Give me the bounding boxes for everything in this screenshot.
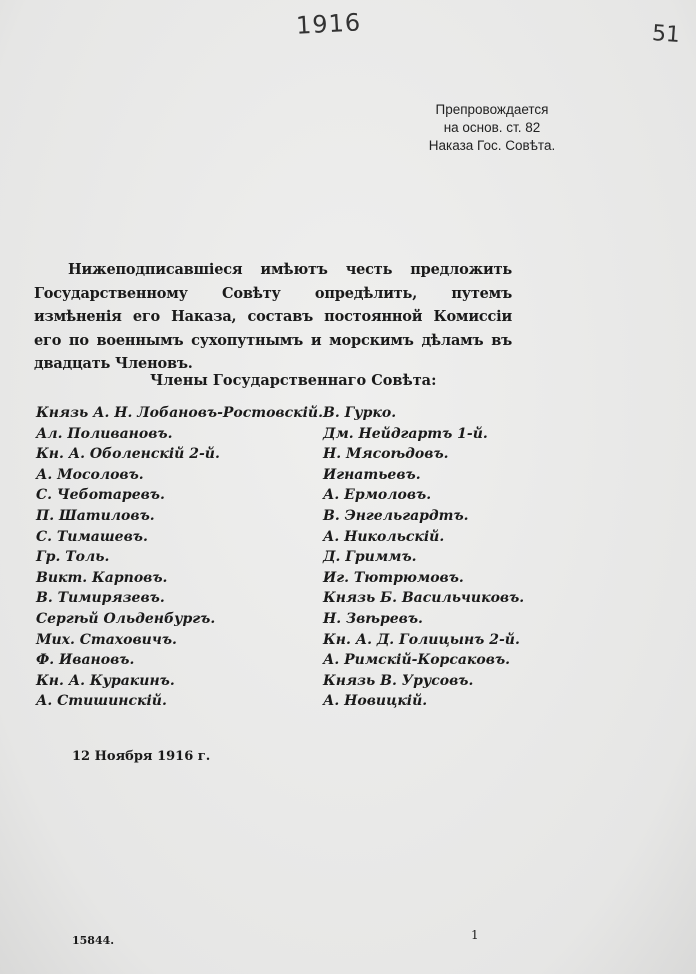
signatory-name: С. Тимашевъ. bbox=[36, 528, 148, 545]
signatories-left-column bbox=[36, 403, 323, 712]
handwritten-year: 1916 bbox=[295, 8, 362, 40]
signatory-name: В. Гурко. bbox=[323, 405, 397, 421]
signatory-name: В. Энгельгардтъ. bbox=[323, 507, 469, 524]
signatory-name: Мих. Стаховичъ. bbox=[36, 631, 177, 648]
signatory-name: П. Шатиловъ. bbox=[36, 507, 155, 524]
signatory-name: В. Тимирязевъ. bbox=[36, 590, 165, 607]
signatory-name: А. Новицкій. bbox=[323, 693, 428, 710]
signatory-name: А. Ермоловъ. bbox=[323, 487, 432, 504]
signatory-name: А. Никольскій. bbox=[323, 528, 445, 545]
signatory-name: Иг. Тютрюмовъ. bbox=[323, 569, 464, 586]
signatory-name: Ф. Ивановъ. bbox=[36, 652, 135, 669]
signatory-name: Дм. Нейдгартъ 1-й. bbox=[323, 425, 488, 442]
signatory-name: Н. Звѣревъ. bbox=[323, 610, 423, 627]
signatory-name: Н. Мясоѣдовъ. bbox=[323, 446, 449, 463]
forwarding-stamp bbox=[412, 101, 572, 155]
signatory-name: Князь Б. Васильчиковъ. bbox=[323, 590, 525, 607]
signatory-name: Игнатьевъ. bbox=[323, 466, 421, 483]
members-heading: Члены Государственнаго Совѣта: bbox=[150, 372, 437, 389]
signatory-name: Кн. А. Д. Голицынъ 2-й. bbox=[323, 631, 520, 648]
signatory-name: Ал. Поливановъ. bbox=[36, 425, 173, 442]
signatory-name: Князь А. Н. Лобановъ-Ростовскій. bbox=[36, 405, 323, 421]
signatory-name: Викт. Карповъ. bbox=[36, 569, 168, 586]
page-number: 1 bbox=[471, 928, 479, 942]
signatory-name: Кн. А. Куракинъ. bbox=[36, 672, 175, 689]
signatory-name: А. Римскій-Корсаковъ. bbox=[323, 652, 510, 669]
signatory-name: Кн. А. Оболенскій 2-й. bbox=[36, 446, 220, 463]
document-code: 15844. bbox=[72, 934, 115, 947]
signatory-name: Гр. Толь. bbox=[36, 549, 110, 566]
document-date: 12 Ноября 1916 г. bbox=[72, 749, 211, 764]
signatory-name: Князь В. Урусовъ. bbox=[323, 672, 474, 689]
stamp-line: Препровождается bbox=[435, 102, 549, 117]
signatory-name: Д. Гриммъ. bbox=[323, 549, 417, 566]
proposal-paragraph: Нижеподписавшіеся имѣютъ честь предложить Государственному Совѣту опредѣлить, путемъ измѣненія его Наказа, составъ постоянной Комиссіи его по военнымъ сухопутнымъ и морскимъ дѣламъ въ двадцать Членовъ. bbox=[34, 261, 512, 372]
signatories-right-column bbox=[323, 403, 524, 712]
signatory-name: Сергѣй Ольденбургъ. bbox=[36, 610, 216, 627]
stamp-line: Наказа Гос. Совѣта. bbox=[428, 138, 556, 153]
signatory-name: А. Мосоловъ. bbox=[36, 466, 144, 483]
signatory-name: А. Стишинскій. bbox=[36, 693, 167, 710]
handwritten-sheet-number: 51 bbox=[651, 21, 681, 48]
stamp-line: на основ. ст. 82 bbox=[443, 120, 541, 135]
signatory-name: С. Чеботаревъ. bbox=[36, 487, 165, 504]
